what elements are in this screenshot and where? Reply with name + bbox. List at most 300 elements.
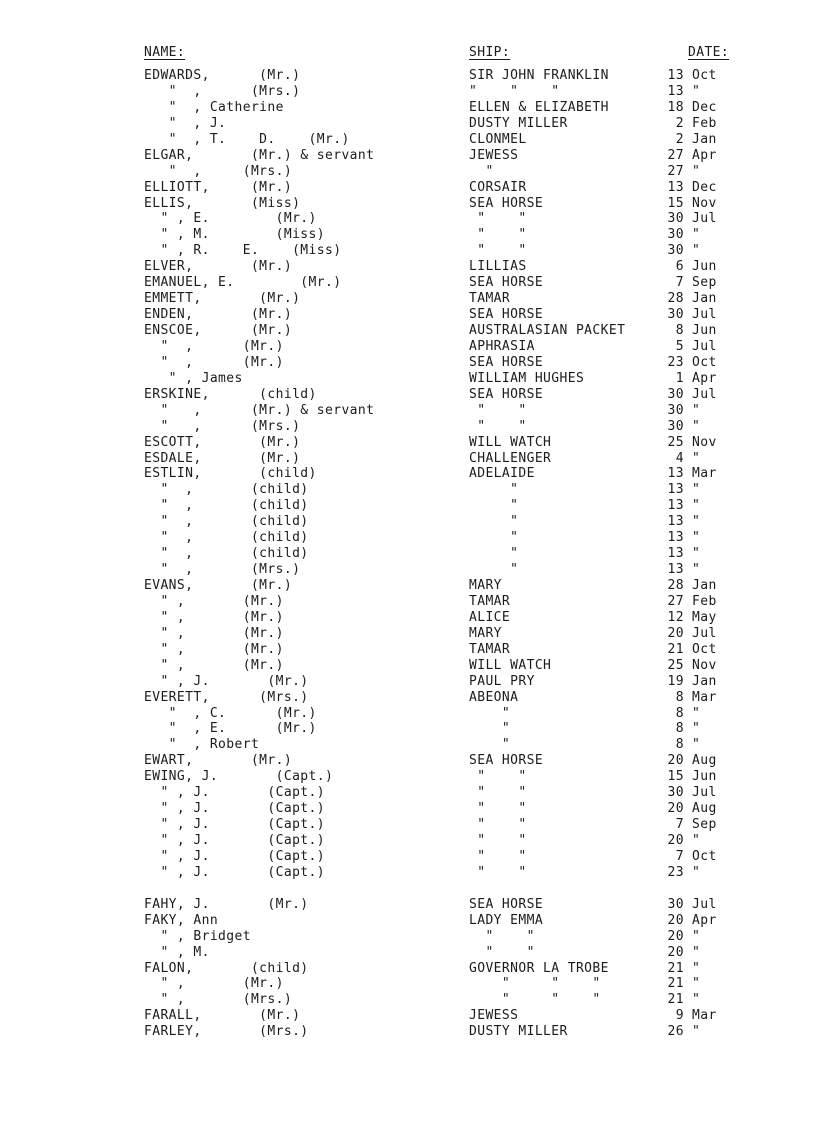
date-month: Oct [692,641,717,657]
arrival-date [664,84,746,100]
date-day: 30 [667,402,684,418]
date-month: Jan [692,291,717,307]
passenger-name: " , (Mrs.) [144,562,301,578]
passenger-name: " , T. D. (Mr.) [144,131,350,147]
date-month: May [692,609,717,625]
ship-name: " [469,482,519,498]
arrival-date [664,976,746,992]
date-day: 30 [667,896,684,912]
date-day: 8 [675,737,684,753]
passenger-name: EVANS, (Mr.) [144,578,293,593]
passenger-name: " , (Mrs.) [144,418,301,434]
arrival-date [664,849,746,865]
ship-name: " " [469,402,527,418]
date-month: Feb [692,593,717,609]
table-row [0,961,816,977]
ship-name: TAMAR [469,593,511,609]
ship-name: " [469,562,519,578]
table-row [0,1024,816,1040]
passenger-name: " , (Mr.) [144,338,284,354]
date-month: Jul [692,307,717,323]
ship-name: " " [469,418,527,434]
date-day: 8 [675,721,684,737]
passenger-name: " , E. (Mr.) [144,721,317,737]
arrival-date [664,737,746,753]
date-column-header: DATE: [688,45,730,60]
arrival-date [664,466,746,482]
date-month: Mar [692,689,717,705]
date-month: " [692,402,701,418]
date-day: 2 [675,115,684,131]
date-month: " [692,944,701,960]
ship-name: WILLIAM HUGHES [469,370,585,386]
ship-name: " [469,737,511,753]
table-row [0,291,816,307]
date-month: " [692,514,701,530]
arrival-date [664,865,746,881]
arrival-date [664,610,746,626]
passenger-name: " , (Mrs.) [144,83,301,99]
date-day: 1 [675,370,684,386]
table-row [0,227,816,243]
ship-name: " " [469,848,527,864]
passenger-name: ERSKINE, (child) [144,386,317,402]
date-month: Jul [692,338,717,354]
date-month: Jun [692,259,717,275]
arrival-date [664,227,746,243]
date-month: Jan [692,578,717,593]
passenger-name: " , R. E. (Miss) [144,243,342,259]
table-row [0,196,816,212]
passenger-name: ENSCOE, (Mr.) [144,323,293,338]
table-row [0,466,816,482]
arrival-date [664,578,746,594]
ship-name: MARY [469,578,502,593]
arrival-date [664,148,746,164]
table-row [0,259,816,275]
table-row [0,498,816,514]
date-day: 20 [667,801,684,817]
table-row [0,387,816,403]
arrival-date [664,339,746,355]
passenger-name: " , (child) [144,514,309,530]
ship-name: DUSTY MILLER [469,1024,568,1040]
ship-name: " " [469,928,535,944]
ship-name: " " [469,944,535,960]
table-row [0,323,816,339]
table-row [0,976,816,992]
ship-name: TAMAR [469,291,511,307]
table-row [0,658,816,674]
table-row [0,371,816,387]
ship-name: " " " [469,992,601,1008]
date-day: 12 [667,609,684,625]
table-row [0,674,816,690]
ship-name: " " [469,243,527,259]
ship-name: JEWESS [469,147,519,163]
date-day: 2 [675,131,684,147]
ship-name: " [469,498,519,514]
date-day: 30 [667,785,684,801]
ship-name: " " " [469,83,560,99]
date-month: " [692,450,701,466]
date-day: 30 [667,211,684,227]
date-day: 23 [667,864,684,880]
ship-name: AUSTRALASIAN PACKET [469,323,626,338]
arrival-date [664,753,746,769]
date-day: 18 [667,99,684,115]
ship-name: ADELAIDE [469,466,535,482]
date-day: 19 [667,673,684,689]
passenger-name: " , Robert [144,737,260,753]
ship-name: SEA HORSE [469,307,544,323]
date-day: 21 [667,960,684,976]
date-day: 30 [667,243,684,259]
arrival-date [664,291,746,307]
date-day: 13 [667,68,684,83]
table-row [0,610,816,626]
table-row [0,992,816,1008]
table-row [0,100,816,116]
table-row [0,211,816,227]
table-row [0,865,816,881]
date-month: Jun [692,323,717,338]
arrival-date [664,817,746,833]
arrival-date [664,785,746,801]
date-month: Jan [692,673,717,689]
ship-name: " [469,546,519,562]
arrival-date [664,275,746,291]
ship-name: ALICE [469,609,511,625]
arrival-date [664,674,746,690]
ship-name: " [469,721,511,737]
date-month: Jul [692,625,717,641]
table-row [0,180,816,196]
arrival-date [664,1024,746,1040]
passenger-rows [0,68,816,1040]
arrival-date [664,562,746,578]
arrival-date [664,482,746,498]
table-row [0,451,816,467]
table-row [0,753,816,769]
date-day: 13 [667,179,684,195]
table-row [0,435,816,451]
arrival-date [664,419,746,435]
date-day: 27 [667,147,684,163]
passenger-name: " , J. (Capt.) [144,864,325,880]
arrival-date [664,307,746,323]
ship-name: " " [469,769,527,785]
date-month: " [692,737,701,753]
date-month: Apr [692,147,717,163]
arrival-date [664,323,746,339]
ship-name: " [469,163,494,179]
date-day: 4 [675,450,684,466]
arrival-date [664,961,746,977]
date-month: Mar [692,1008,717,1024]
date-month: " [692,482,701,498]
arrival-date [664,371,746,387]
arrival-date [664,403,746,419]
ship-name: SEA HORSE [469,354,544,370]
arrival-date [664,1008,746,1024]
arrival-date [664,180,746,196]
date-day: 8 [675,705,684,721]
arrival-date [664,721,746,737]
arrival-date [664,929,746,945]
ship-name: ABEONA [469,689,519,705]
date-day: 8 [675,323,684,338]
table-row [0,833,816,849]
date-day: 20 [667,928,684,944]
table-row [0,530,816,546]
date-month: Sep [692,817,717,833]
passenger-name: " , (Mr.) [144,976,284,992]
table-row [0,817,816,833]
date-month: Feb [692,115,717,131]
date-day: 23 [667,354,684,370]
passenger-name: " , (Mr.) [144,641,284,657]
date-day: 30 [667,386,684,402]
table-row [0,307,816,323]
arrival-date [664,164,746,180]
ship-name: " " [469,864,527,880]
date-month: Jul [692,785,717,801]
date-month: Jul [692,211,717,227]
passenger-name: FAHY, J. (Mr.) [144,896,309,912]
ship-name: SIR JOHN FRANKLIN [469,68,609,83]
date-month: " [692,1024,701,1040]
passenger-name: " , C. (Mr.) [144,705,317,721]
arrival-date [664,435,746,451]
table-row [0,690,816,706]
table-row [0,164,816,180]
ship-name: " [469,514,519,530]
table-row [0,339,816,355]
table-row [0,1008,816,1024]
ship-name: LADY EMMA [469,912,544,928]
arrival-date [664,992,746,1008]
date-month: Apr [692,912,717,928]
date-day: 13 [667,498,684,514]
ship-name: SEA HORSE [469,386,544,402]
table-row [0,785,816,801]
section-gap [0,881,816,897]
table-row [0,68,816,84]
arrival-date [664,243,746,259]
passenger-name: " , J. (Capt.) [144,833,325,848]
date-month: Aug [692,753,717,769]
ship-name: ELLEN & ELIZABETH [469,99,609,115]
arrival-date [664,546,746,562]
arrival-date [664,530,746,546]
arrival-date [664,451,746,467]
date-day: 13 [667,562,684,578]
arrival-date [664,658,746,674]
arrival-date [664,594,746,610]
passenger-name: " , (child) [144,530,309,546]
arrival-date [664,355,746,371]
arrival-date [664,387,746,403]
date-month: Oct [692,68,717,83]
passenger-name: " , (Mr.) [144,609,284,625]
passenger-name: " , (child) [144,498,309,514]
date-month: Dec [692,99,717,115]
arrival-date [664,259,746,275]
arrival-date [664,196,746,212]
date-day: 6 [675,259,684,275]
table-row [0,626,816,642]
date-day: 13 [667,482,684,498]
table-row [0,706,816,722]
passenger-name: ESCOTT, (Mr.) [144,434,301,450]
date-day: 7 [675,848,684,864]
date-month: " [692,960,701,976]
passenger-name: EDWARDS, (Mr.) [144,68,301,83]
date-day: 20 [667,833,684,848]
table-row [0,243,816,259]
arrival-date [664,100,746,116]
passenger-name: EVERETT, (Mrs.) [144,689,309,705]
date-day: 13 [667,530,684,546]
arrival-date [664,769,746,785]
passenger-name: " , James [144,370,243,386]
ship-name: SEA HORSE [469,753,544,769]
table-row [0,721,816,737]
passenger-name: " , J. (Capt.) [144,817,325,833]
date-day: 13 [667,514,684,530]
arrival-date [664,897,746,913]
date-month: Jul [692,896,717,912]
passenger-name: " , J. (Capt.) [144,848,325,864]
date-month: " [692,976,701,992]
date-month: Jul [692,386,717,402]
table-row [0,737,816,753]
table-row [0,594,816,610]
table-row [0,482,816,498]
passenger-name: " , Bridget [144,928,251,944]
passenger-name: " , J. (Capt.) [144,785,325,801]
ship-name: WILL WATCH [469,434,552,450]
date-month: Oct [692,354,717,370]
arrival-date [664,801,746,817]
date-month: " [692,83,701,99]
arrival-date [664,68,746,84]
passenger-name: ELVER, (Mr.) [144,259,293,275]
arrival-date [664,116,746,132]
table-row [0,945,816,961]
passenger-name: " , J. (Capt.) [144,801,325,817]
table-row [0,929,816,945]
passenger-name: " , (Mrs.) [144,163,293,179]
date-day: 5 [675,338,684,354]
date-month: Mar [692,466,717,482]
passenger-name: ELLIOTT, (Mr.) [144,179,293,195]
ship-name: " " [469,785,527,801]
passenger-name: EMANUEL, E. (Mr.) [144,275,342,291]
date-day: 15 [667,769,684,785]
table-row [0,801,816,817]
date-day: 13 [667,83,684,99]
ship-name: JEWESS [469,1008,519,1024]
date-month: " [692,928,701,944]
table-row [0,84,816,100]
table-row [0,403,816,419]
date-month: " [692,705,701,721]
arrival-date [664,498,746,514]
table-row [0,849,816,865]
table-row [0,769,816,785]
date-month: " [692,227,701,243]
table-row [0,562,816,578]
passenger-name: ESDALE, (Mr.) [144,450,301,466]
table-row [0,132,816,148]
passenger-name: EWART, (Mr.) [144,753,293,769]
date-month: Jun [692,769,717,785]
date-day: 20 [667,625,684,641]
date-day: 26 [667,1024,684,1040]
ship-name: DUSTY MILLER [469,115,568,131]
date-month: Nov [692,195,717,211]
ship-name: " " [469,227,527,243]
date-day: 8 [675,689,684,705]
arrival-date [664,211,746,227]
passenger-name: " , E. (Mr.) [144,211,317,227]
ship-name: " " [469,801,527,817]
table-row [0,419,816,435]
table-row [0,897,816,913]
table-row [0,355,816,371]
ship-name: " " [469,817,527,833]
date-month: Apr [692,370,717,386]
date-day: 13 [667,546,684,562]
date-day: 28 [667,291,684,307]
date-month: " [692,833,701,848]
ship-name: CORSAIR [469,179,527,195]
date-day: 21 [667,641,684,657]
ship-name: SEA HORSE [469,195,544,211]
table-row [0,514,816,530]
date-day: 27 [667,593,684,609]
date-day: 21 [667,976,684,992]
passenger-name: " , (Mr.) [144,354,284,370]
passenger-name: " , (Mr.) [144,593,284,609]
passenger-name: FAKY, Ann [144,912,219,928]
date-month: Dec [692,179,717,195]
date-day: 25 [667,657,684,673]
passenger-name: " , (child) [144,546,309,562]
passenger-name: " , (Mrs.) [144,992,293,1008]
arrival-date [664,642,746,658]
date-day: 20 [667,944,684,960]
passenger-name: " , Catherine [144,99,284,115]
date-day: 9 [675,1008,684,1024]
date-month: " [692,992,701,1008]
date-day: 30 [667,418,684,434]
table-row [0,913,816,929]
ship-name: SEA HORSE [469,896,544,912]
date-month: Nov [692,657,717,673]
ship-column-header: SHIP: [469,45,511,60]
passenger-name: " , (Mr.) [144,657,284,673]
passenger-name: ESTLIN, (child) [144,466,317,482]
passenger-name: ENDEN, (Mr.) [144,307,293,323]
table-row [0,275,816,291]
date-day: 20 [667,912,684,928]
ship-name: GOVERNOR LA TROBE [469,960,609,976]
passenger-name: " , J. [144,115,227,131]
passenger-name: " , M. (Miss) [144,227,325,243]
